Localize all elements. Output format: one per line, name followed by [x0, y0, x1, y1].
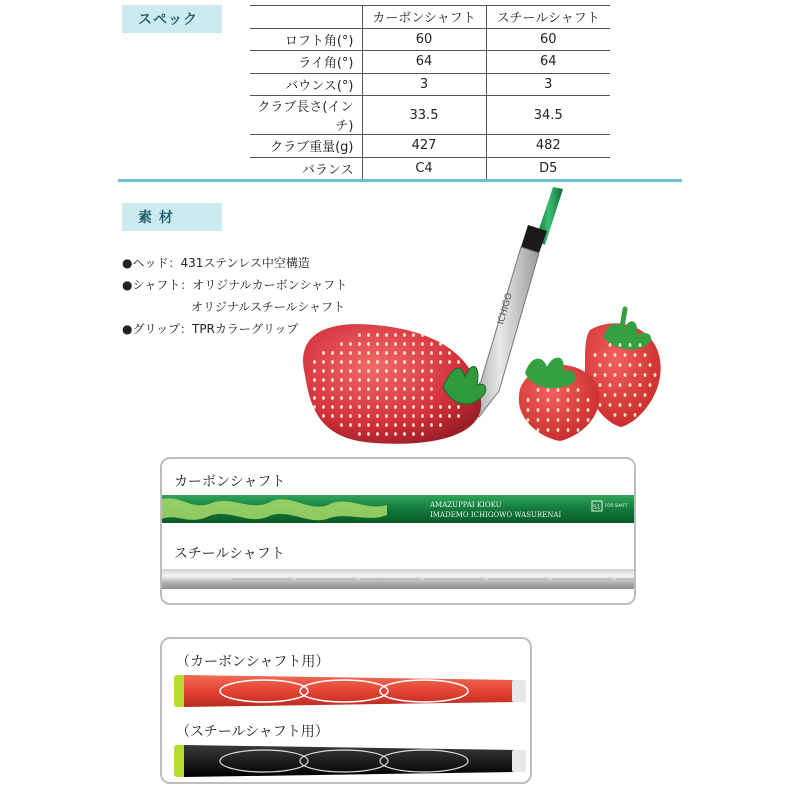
- seed-dot: [634, 393, 637, 397]
- seed-dot: [527, 398, 530, 402]
- seed-dot: [385, 414, 388, 418]
- seed-dot: [547, 398, 550, 402]
- seed-dot: [394, 387, 397, 391]
- seed-dot: [394, 342, 397, 346]
- seed-dot: [331, 360, 334, 364]
- seed-dot: [385, 432, 388, 436]
- seed-dot: [614, 353, 617, 357]
- seed-dot: [385, 387, 388, 391]
- spec-cell-steel: 60: [486, 28, 610, 51]
- seed-dot: [639, 343, 642, 347]
- seed-dot: [313, 378, 316, 382]
- seed-dot: [577, 408, 580, 412]
- seed-dot: [430, 378, 433, 382]
- seed-dot: [340, 342, 343, 346]
- seed-dot: [394, 432, 397, 436]
- seed-dot: [567, 418, 570, 422]
- seed-dot: [624, 393, 627, 397]
- seed-dot: [367, 360, 370, 364]
- seed-dot: [439, 360, 442, 364]
- seed-dot: [403, 414, 406, 418]
- steel-shaft-image: [162, 567, 634, 591]
- seed-dot: [421, 432, 424, 436]
- seed-dot: [421, 405, 424, 409]
- seed-dot: [567, 398, 570, 402]
- seed-dot: [358, 405, 361, 409]
- seed-dot: [367, 333, 370, 337]
- seed-dot: [385, 369, 388, 373]
- seed-dot: [358, 333, 361, 337]
- seed-dot: [557, 428, 560, 432]
- seed-dot: [609, 403, 612, 407]
- club-illustration: [285, 185, 685, 455]
- club-shaft: [521, 187, 563, 253]
- seed-dot: [349, 342, 352, 346]
- seed-dot: [358, 360, 361, 364]
- spec-cell-carbon: C4: [362, 157, 486, 180]
- materials-shaft-steel: オリジナルスチールシャフト: [191, 300, 346, 314]
- seed-dot: [567, 428, 570, 432]
- seed-dot: [367, 342, 370, 346]
- seed-dot: [313, 405, 316, 409]
- seed-dot: [412, 432, 415, 436]
- seed-dot: [421, 396, 424, 400]
- carbon-shaft-text2: IMADEMO ICHIGOWO WASURENAI: [430, 511, 562, 519]
- seed-dot: [367, 405, 370, 409]
- spec-row-name: バウンス(°): [250, 73, 362, 96]
- seed-dot: [537, 388, 540, 392]
- seed-dot: [358, 351, 361, 355]
- seed-dot: [403, 432, 406, 436]
- seed-dot: [430, 342, 433, 346]
- seed-dot: [649, 363, 652, 367]
- seed-dot: [430, 360, 433, 364]
- seed-dot: [639, 363, 642, 367]
- spec-cell-steel: 3: [486, 73, 610, 96]
- seed-dot: [340, 387, 343, 391]
- seed-dot: [430, 369, 433, 373]
- seed-dot: [412, 360, 415, 364]
- seed-dot: [358, 414, 361, 418]
- seed-dot: [599, 363, 602, 367]
- spec-table: [250, 5, 610, 180]
- spec-cell-carbon: 427: [362, 135, 486, 158]
- materials-section-label: 素 材: [122, 203, 222, 231]
- seed-dot: [537, 428, 540, 432]
- spec-cell-carbon: 60: [362, 28, 486, 51]
- table-row: [250, 73, 610, 96]
- seed-dot: [448, 405, 451, 409]
- seed-dot: [537, 398, 540, 402]
- seed-dot: [403, 405, 406, 409]
- seed-dot: [376, 369, 379, 373]
- seed-dot: [385, 333, 388, 337]
- table-row: [250, 51, 610, 74]
- seed-dot: [430, 405, 433, 409]
- seed-dot: [349, 378, 352, 382]
- seed-dot: [421, 423, 424, 427]
- seed-dot: [629, 403, 632, 407]
- seed-dot: [376, 342, 379, 346]
- seed-dot: [629, 343, 632, 347]
- spec-row-name: ライ角(°): [250, 51, 362, 74]
- spec-col-carbon: カーボンシャフト: [362, 6, 486, 29]
- steel-grip-image: [174, 743, 530, 779]
- seed-dot: [367, 378, 370, 382]
- seed-dot: [448, 414, 451, 418]
- seed-dot: [322, 360, 325, 364]
- seed-dot: [577, 428, 580, 432]
- table-row: [250, 157, 610, 180]
- seed-dot: [403, 423, 406, 427]
- seed-dot: [527, 418, 530, 422]
- seed-dot: [634, 413, 637, 417]
- table-row: [250, 28, 610, 51]
- seed-dot: [403, 333, 406, 337]
- seed-dot: [367, 396, 370, 400]
- seed-dot: [385, 396, 388, 400]
- seed-dot: [649, 383, 652, 387]
- seed-dot: [313, 360, 316, 364]
- seed-dot: [412, 342, 415, 346]
- seed-dot: [340, 351, 343, 355]
- spec-cell-carbon: 64: [362, 51, 486, 74]
- seed-dot: [331, 351, 334, 355]
- seed-dot: [448, 360, 451, 364]
- seed-dot: [403, 360, 406, 364]
- seed-dot: [587, 418, 590, 422]
- seed-dot: [403, 351, 406, 355]
- seed-dot: [403, 396, 406, 400]
- seed-dot: [331, 387, 334, 391]
- seed-dot: [624, 373, 627, 377]
- seed-dot: [430, 387, 433, 391]
- seed-dot: [599, 403, 602, 407]
- materials-shaft: ●シャフト：オリジナルカーボンシャフト: [122, 278, 348, 292]
- seed-dot: [331, 396, 334, 400]
- seed-dot: [349, 414, 352, 418]
- seed-dot: [654, 373, 657, 377]
- seed-dot: [394, 351, 397, 355]
- seed-dot: [439, 423, 442, 427]
- seed-dot: [331, 369, 334, 373]
- seed-dot: [385, 360, 388, 364]
- seed-dot: [403, 378, 406, 382]
- seed-dot: [557, 418, 560, 422]
- seed-dot: [394, 333, 397, 337]
- seed-dot: [547, 418, 550, 422]
- grip-box: [160, 637, 532, 784]
- spec-cell-steel: 482: [486, 135, 610, 158]
- spec-cell-steel: 34.5: [486, 96, 610, 135]
- seed-dot: [367, 387, 370, 391]
- seed-dot: [439, 405, 442, 409]
- shaft-box: [160, 457, 636, 605]
- seed-dot: [619, 343, 622, 347]
- seed-dot: [340, 396, 343, 400]
- seed-dot: [430, 351, 433, 355]
- seed-dot: [331, 405, 334, 409]
- seed-dot: [394, 360, 397, 364]
- seed-dot: [430, 414, 433, 418]
- steel-grip-label: （スチールシャフト用）: [176, 724, 329, 740]
- seed-dot: [421, 351, 424, 355]
- seed-dot: [547, 388, 550, 392]
- seed-dot: [457, 360, 460, 364]
- carbon-grip-label: （カーボンシャフト用）: [176, 654, 330, 670]
- spec-row-name: ロフト角(°): [250, 28, 362, 51]
- seed-dot: [340, 369, 343, 373]
- seed-dot: [644, 373, 647, 377]
- seed-dot: [577, 398, 580, 402]
- seed-dot: [331, 414, 334, 418]
- seed-dot: [385, 423, 388, 427]
- seed-dot: [614, 373, 617, 377]
- seed-dot: [394, 378, 397, 382]
- seed-dot: [604, 353, 607, 357]
- seed-dot: [430, 396, 433, 400]
- seed-dot: [587, 398, 590, 402]
- seed-dot: [412, 351, 415, 355]
- seed-dot: [412, 396, 415, 400]
- club-brand: ICHIGO: [496, 291, 515, 326]
- club-head: [303, 324, 486, 444]
- seed-dot: [557, 398, 560, 402]
- seed-dot: [594, 373, 597, 377]
- seed-dot: [349, 387, 352, 391]
- seed-dot: [537, 408, 540, 412]
- seed-dot: [599, 383, 602, 387]
- seed-dot: [403, 369, 406, 373]
- seed-dot: [604, 393, 607, 397]
- spec-cell-carbon: 3: [362, 73, 486, 96]
- seed-dot: [385, 351, 388, 355]
- seed-dot: [367, 423, 370, 427]
- seed-dot: [313, 369, 316, 373]
- seed-dot: [614, 393, 617, 397]
- seed-dot: [412, 378, 415, 382]
- seed-dot: [394, 396, 397, 400]
- seed-dot: [639, 403, 642, 407]
- seed-dot: [340, 405, 343, 409]
- spec-row-name: クラブ長さ(インチ): [250, 96, 362, 135]
- seed-dot: [322, 405, 325, 409]
- seed-dot: [594, 353, 597, 357]
- seed-dot: [421, 378, 424, 382]
- seed-dot: [367, 351, 370, 355]
- seed-dot: [421, 333, 424, 337]
- seed-dot: [367, 432, 370, 436]
- seed-dot: [367, 369, 370, 373]
- carbon-shaft-text1: AMAZUPPAI KIOKU: [430, 501, 502, 509]
- seed-dot: [394, 369, 397, 373]
- seed-dot: [313, 396, 316, 400]
- materials-grip: ●グリップ：TPRカラーグリップ: [122, 322, 299, 336]
- spec-row-name: バランス: [250, 157, 362, 180]
- section-divider: [118, 179, 682, 182]
- seed-dot: [376, 396, 379, 400]
- carbon-grip-image: [174, 673, 530, 709]
- seed-dot: [376, 378, 379, 382]
- seed-dot: [313, 387, 316, 391]
- seed-dot: [430, 423, 433, 427]
- seed-dot: [403, 387, 406, 391]
- seed-dot: [609, 383, 612, 387]
- seed-dot: [644, 353, 647, 357]
- seed-dot: [358, 378, 361, 382]
- seed-dot: [457, 414, 460, 418]
- seed-dot: [619, 383, 622, 387]
- seed-dot: [376, 360, 379, 364]
- seed-dot: [322, 378, 325, 382]
- seed-dot: [331, 378, 334, 382]
- seed-dot: [385, 342, 388, 346]
- seed-dot: [527, 408, 530, 412]
- seed-dot: [421, 387, 424, 391]
- spec-col-steel: スチールシャフト: [486, 6, 610, 29]
- seed-dot: [412, 423, 415, 427]
- seed-dot: [349, 351, 352, 355]
- seed-dot: [376, 423, 379, 427]
- seed-dot: [448, 351, 451, 355]
- seed-dot: [439, 351, 442, 355]
- seed-dot: [376, 351, 379, 355]
- carbon-shaft-mark-note: FOR SHAFT: [605, 503, 628, 508]
- seed-dot: [557, 388, 560, 392]
- seed-dot: [349, 360, 352, 364]
- seed-dot: [567, 388, 570, 392]
- seed-dot: [577, 388, 580, 392]
- seed-dot: [322, 396, 325, 400]
- seed-dot: [557, 408, 560, 412]
- seed-dot: [376, 333, 379, 337]
- seed-dot: [624, 353, 627, 357]
- seed-dot: [403, 342, 406, 346]
- seed-dot: [349, 405, 352, 409]
- seed-dot: [421, 369, 424, 373]
- seed-dot: [358, 387, 361, 391]
- seed-dot: [629, 383, 632, 387]
- seed-dot: [609, 363, 612, 367]
- materials-head: ●ヘッド：431ステンレス中空構造: [122, 256, 310, 270]
- seed-dot: [577, 418, 580, 422]
- spec-cell-steel: 64: [486, 51, 610, 74]
- seed-dot: [587, 408, 590, 412]
- seed-dot: [394, 405, 397, 409]
- seed-dot: [614, 413, 617, 417]
- seed-dot: [340, 414, 343, 418]
- seed-dot: [358, 432, 361, 436]
- seed-dot: [322, 351, 325, 355]
- seed-dot: [376, 387, 379, 391]
- seed-dot: [385, 405, 388, 409]
- seed-dot: [644, 393, 647, 397]
- seed-dot: [358, 342, 361, 346]
- seed-dot: [367, 414, 370, 418]
- seed-dot: [567, 408, 570, 412]
- seed-dot: [349, 369, 352, 373]
- spec-cell-steel: D5: [486, 157, 610, 180]
- seed-dot: [457, 405, 460, 409]
- seed-dot: [322, 414, 325, 418]
- seed-dot: [412, 333, 415, 337]
- spec-cell-carbon: 33.5: [362, 96, 486, 135]
- carbon-shaft-image: [162, 493, 634, 525]
- seed-dot: [358, 396, 361, 400]
- seed-dot: [340, 378, 343, 382]
- seed-dot: [394, 423, 397, 427]
- seed-dot: [340, 360, 343, 364]
- seed-dot: [358, 369, 361, 373]
- seed-dot: [634, 373, 637, 377]
- seed-dot: [385, 378, 388, 382]
- seed-dot: [421, 342, 424, 346]
- seed-dot: [412, 369, 415, 373]
- spec-row-name: クラブ重量(g): [250, 135, 362, 158]
- seed-dot: [624, 413, 627, 417]
- seed-dot: [629, 363, 632, 367]
- seed-dot: [322, 369, 325, 373]
- spec-header-empty: [250, 6, 362, 29]
- seed-dot: [412, 387, 415, 391]
- seed-dot: [421, 360, 424, 364]
- seed-dot: [394, 414, 397, 418]
- seed-dot: [376, 414, 379, 418]
- steel-shaft-label: スチールシャフト: [174, 546, 285, 562]
- seed-dot: [376, 432, 379, 436]
- seed-dot: [604, 373, 607, 377]
- spec-header-row: [250, 6, 610, 29]
- seed-dot: [537, 418, 540, 422]
- seed-dot: [619, 403, 622, 407]
- seed-dot: [349, 423, 352, 427]
- carbon-shaft-label: カーボンシャフト: [174, 474, 286, 490]
- seed-dot: [619, 363, 622, 367]
- carbon-shaft-mark: S1: [593, 504, 601, 511]
- table-row: [250, 135, 610, 158]
- seed-dot: [349, 396, 352, 400]
- seed-dot: [412, 405, 415, 409]
- seed-dot: [358, 423, 361, 427]
- table-row: [250, 96, 610, 135]
- seed-dot: [322, 387, 325, 391]
- spec-section-label: スペック: [122, 5, 222, 33]
- seed-dot: [547, 428, 550, 432]
- seed-dot: [547, 408, 550, 412]
- seed-dot: [412, 414, 415, 418]
- seed-dot: [439, 342, 442, 346]
- seed-dot: [609, 343, 612, 347]
- seed-dot: [634, 353, 637, 357]
- seed-dot: [421, 414, 424, 418]
- seed-dot: [340, 423, 343, 427]
- seed-dot: [439, 414, 442, 418]
- seed-dot: [376, 405, 379, 409]
- seed-dot: [639, 383, 642, 387]
